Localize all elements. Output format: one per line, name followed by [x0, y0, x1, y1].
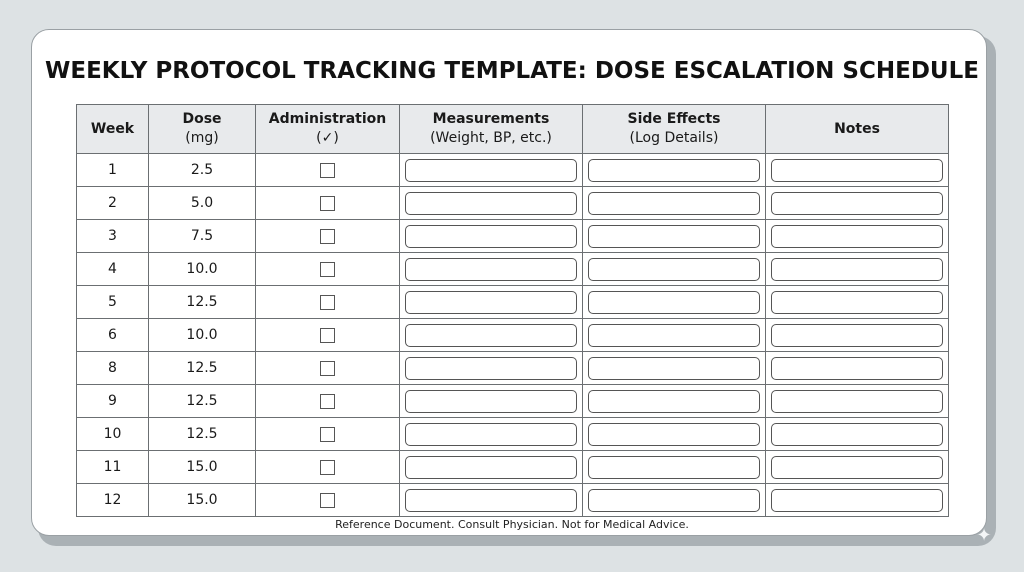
- side-effects-cell: [583, 385, 766, 418]
- administration-checkbox[interactable]: [320, 394, 335, 409]
- measurements-input[interactable]: [405, 192, 577, 215]
- tracking-table: [76, 104, 949, 517]
- week-cell: 1: [77, 154, 149, 187]
- side-effects-cell: [583, 187, 766, 220]
- week-cell: 4: [77, 253, 149, 286]
- measurements-cell: [400, 319, 583, 352]
- notes-input[interactable]: [771, 159, 943, 182]
- side-effects-cell: [583, 319, 766, 352]
- table-row: [77, 418, 949, 451]
- notes-input[interactable]: [771, 489, 943, 512]
- measurements-cell: [400, 187, 583, 220]
- measurements-input[interactable]: [405, 159, 577, 182]
- measurements-cell: [400, 253, 583, 286]
- administration-checkbox[interactable]: [320, 361, 335, 376]
- side-effects-cell: [583, 154, 766, 187]
- header-dose: [149, 105, 256, 154]
- measurements-input[interactable]: [405, 456, 577, 479]
- side-effects-input[interactable]: [588, 456, 760, 479]
- administration-checkbox[interactable]: [320, 196, 335, 211]
- notes-cell: [766, 385, 949, 418]
- header-sublabel: (Weight, BP, etc.): [430, 130, 552, 146]
- notes-cell: [766, 220, 949, 253]
- measurements-cell: [400, 352, 583, 385]
- dose-cell: 7.5: [149, 220, 256, 253]
- administration-checkbox[interactable]: [320, 229, 335, 244]
- table-row: [77, 154, 949, 187]
- side-effects-input[interactable]: [588, 225, 760, 248]
- week-cell: 12: [77, 484, 149, 517]
- dose-cell: 10.0: [149, 319, 256, 352]
- table-row: [77, 319, 949, 352]
- dose-cell: 10.0: [149, 253, 256, 286]
- header-label: Notes: [834, 120, 880, 137]
- notes-input[interactable]: [771, 291, 943, 314]
- administration-checkbox[interactable]: [320, 163, 335, 178]
- dose-cell: 5.0: [149, 187, 256, 220]
- administration-cell: [256, 484, 400, 517]
- table-row: [77, 253, 949, 286]
- administration-cell: [256, 253, 400, 286]
- side-effects-input[interactable]: [588, 390, 760, 413]
- administration-cell: [256, 154, 400, 187]
- notes-cell: [766, 286, 949, 319]
- dose-cell: 15.0: [149, 484, 256, 517]
- header-label: Administration: [268, 111, 387, 127]
- notes-input[interactable]: [771, 390, 943, 413]
- table-row: [77, 220, 949, 253]
- side-effects-cell: [583, 286, 766, 319]
- notes-cell: [766, 154, 949, 187]
- measurements-input[interactable]: [405, 390, 577, 413]
- header-sublabel: (mg): [185, 130, 219, 146]
- measurements-cell: [400, 385, 583, 418]
- week-cell: 8: [77, 352, 149, 385]
- header-label: Dose: [182, 111, 222, 127]
- side-effects-cell: [583, 418, 766, 451]
- measurements-input[interactable]: [405, 423, 577, 446]
- measurements-input[interactable]: [405, 258, 577, 281]
- side-effects-input[interactable]: [588, 192, 760, 215]
- header-week: [77, 105, 149, 154]
- side-effects-input[interactable]: [588, 291, 760, 314]
- dose-cell: 12.5: [149, 385, 256, 418]
- administration-cell: [256, 418, 400, 451]
- sparkle-icon: ✦: [976, 525, 992, 546]
- administration-checkbox[interactable]: [320, 328, 335, 343]
- side-effects-cell: [583, 352, 766, 385]
- header-label: Measurements: [432, 111, 550, 127]
- side-effects-cell: [583, 451, 766, 484]
- header-side-effects: [583, 105, 766, 154]
- side-effects-cell: [583, 253, 766, 286]
- table-row: [77, 187, 949, 220]
- week-cell: 9: [77, 385, 149, 418]
- measurements-input[interactable]: [405, 357, 577, 380]
- dose-cell: 12.5: [149, 286, 256, 319]
- side-effects-input[interactable]: [588, 258, 760, 281]
- notes-input[interactable]: [771, 423, 943, 446]
- notes-input[interactable]: [771, 357, 943, 380]
- side-effects-input[interactable]: [588, 423, 760, 446]
- measurements-input[interactable]: [405, 324, 577, 347]
- table-row: [77, 385, 949, 418]
- measurements-cell: [400, 220, 583, 253]
- header-measurements: [400, 105, 583, 154]
- disclaimer-footer: Reference Document. Consult Physician. Not for Medical Advice.: [335, 518, 689, 531]
- week-cell: 11: [77, 451, 149, 484]
- dose-cell: 12.5: [149, 352, 256, 385]
- header-sublabel: (Log Details): [629, 130, 719, 146]
- week-cell: 6: [77, 319, 149, 352]
- dose-cell: 12.5: [149, 418, 256, 451]
- week-cell: 2: [77, 187, 149, 220]
- header-sublabel: (✓): [316, 130, 339, 146]
- page-title: WEEKLY PROTOCOL TRACKING TEMPLATE: DOSE ESCALATION SCHEDULE: [45, 58, 979, 84]
- measurements-cell: [400, 154, 583, 187]
- notes-cell: [766, 484, 949, 517]
- notes-input[interactable]: [771, 192, 943, 215]
- dose-cell: 2.5: [149, 154, 256, 187]
- administration-cell: [256, 286, 400, 319]
- header-label: Side Effects: [627, 111, 721, 127]
- table-row: [77, 352, 949, 385]
- administration-checkbox[interactable]: [320, 493, 335, 508]
- administration-cell: [256, 187, 400, 220]
- table-row: [77, 451, 949, 484]
- measurements-cell: [400, 484, 583, 517]
- administration-checkbox[interactable]: [320, 262, 335, 277]
- week-cell: 3: [77, 220, 149, 253]
- side-effects-cell: [583, 484, 766, 517]
- notes-cell: [766, 352, 949, 385]
- notes-input[interactable]: [771, 225, 943, 248]
- administration-cell: [256, 352, 400, 385]
- table-row: [77, 286, 949, 319]
- notes-input[interactable]: [771, 258, 943, 281]
- side-effects-input[interactable]: [588, 489, 760, 512]
- header-notes: [766, 105, 949, 154]
- side-effects-input[interactable]: [588, 357, 760, 380]
- administration-cell: [256, 385, 400, 418]
- administration-checkbox[interactable]: [320, 460, 335, 475]
- administration-cell: [256, 220, 400, 253]
- side-effects-input[interactable]: [588, 159, 760, 182]
- notes-input[interactable]: [771, 456, 943, 479]
- measurements-cell: [400, 418, 583, 451]
- measurements-input[interactable]: [405, 489, 577, 512]
- week-cell: 5: [77, 286, 149, 319]
- notes-cell: [766, 451, 949, 484]
- table-row: [77, 484, 949, 517]
- administration-checkbox[interactable]: [320, 427, 335, 442]
- side-effects-input[interactable]: [588, 324, 760, 347]
- measurements-input[interactable]: [405, 225, 577, 248]
- header-administration: [256, 105, 400, 154]
- notes-input[interactable]: [771, 324, 943, 347]
- notes-cell: [766, 319, 949, 352]
- administration-cell: [256, 451, 400, 484]
- side-effects-cell: [583, 220, 766, 253]
- header-row: [77, 105, 949, 154]
- notes-cell: [766, 187, 949, 220]
- dose-cell: 15.0: [149, 451, 256, 484]
- week-cell: 10: [77, 418, 149, 451]
- notes-cell: [766, 418, 949, 451]
- administration-checkbox[interactable]: [320, 295, 335, 310]
- measurements-input[interactable]: [405, 291, 577, 314]
- measurements-cell: [400, 451, 583, 484]
- notes-cell: [766, 253, 949, 286]
- administration-cell: [256, 319, 400, 352]
- header-label: Week: [90, 120, 135, 137]
- measurements-cell: [400, 286, 583, 319]
